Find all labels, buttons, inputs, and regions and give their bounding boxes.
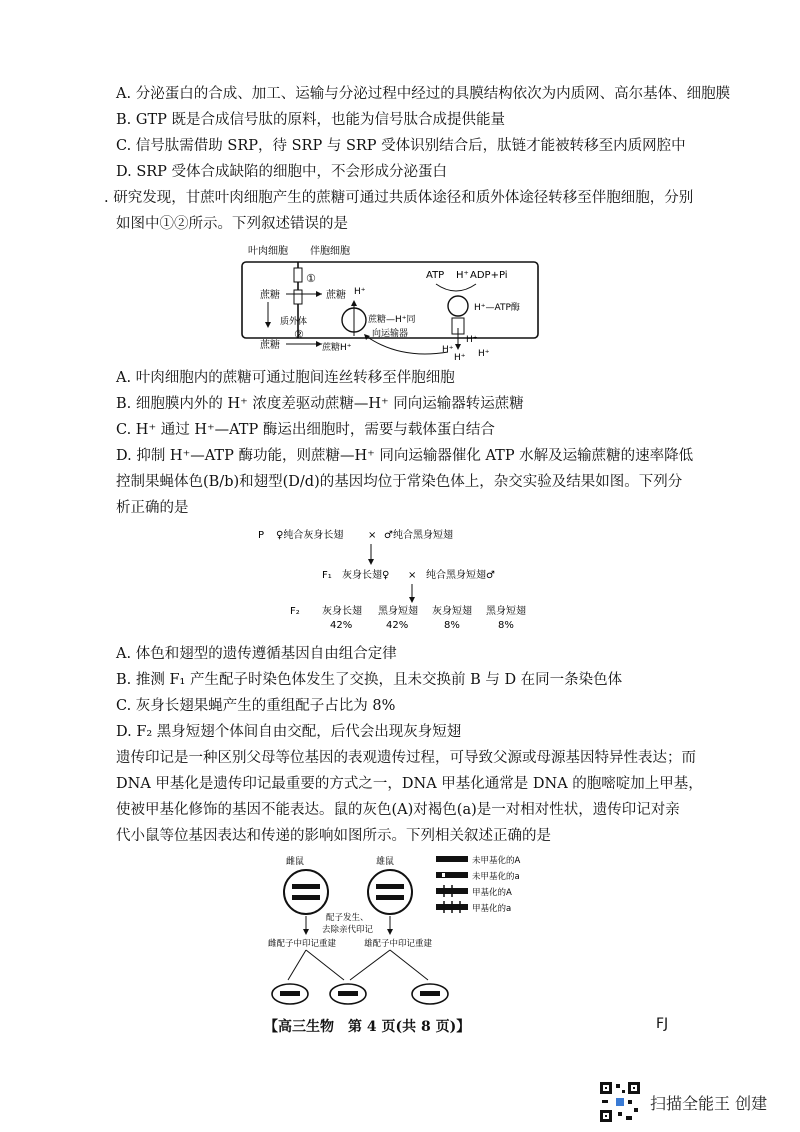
label-path1: ① [306,272,316,285]
option-c: C. 灰身长翅果蝇产生的重组配子占比为 8% [116,698,396,714]
qr-code-icon [598,1080,642,1124]
label-h: H⁺ [478,349,490,359]
option-c: C. 信号肽需借助 SRP，待 SRP 与 SRP 受体识别结合后，肽链才能被转移至内质网腔中 [116,138,686,154]
label-h: H⁺ [456,270,469,281]
question-stem: DNA 甲基化是遗传印记最重要的方式之一，DNA 甲基化通常是 DNA 的胞嘧啶加上甲基， [116,776,703,792]
label-gametogenesis: 配子发生、 [326,913,369,923]
label-female-mouse: 雌鼠 [286,857,305,867]
label-f2: F₂ [290,606,300,617]
f2-type: 黑身短翅 [378,606,418,617]
option-b: B. GTP 既是合成信号肽的原料，也能为信号肽合成提供能量 [116,112,505,128]
label-mesophyll: 叶肉细胞 [248,246,288,257]
cross-sign: × [408,570,417,581]
question-stem: 使被甲基化修饰的基因不能表达。鼠的灰色(A)对褐色(a)是一对相对性状，遗传印记对亲 [116,802,680,818]
p-female: ♀纯合灰身长翅 [276,530,344,541]
label-egg-imprint: 雌配子中印记重建 [268,939,337,949]
label-p: P [258,530,265,541]
label-atp: ATP [426,270,445,281]
label-sucrose: 蔗糖 [326,290,346,301]
fly-cross-diagram [250,522,570,634]
sucrose-transport-diagram [230,240,550,365]
label-sperm-imprint: 雄配子中印记重建 [364,939,433,949]
option-d: D. 抑制 H⁺—ATP 酶功能，则蔗糖—H⁺ 同向运输器催化 ATP 水解及运输蔗糖的速率降低 [116,448,694,464]
f2-pct: 8% [444,620,460,631]
cross-sign: × [368,530,377,541]
label-apoplast: 质外体 [280,317,308,327]
f2-type: 黑身短翅 [486,606,526,617]
legend-label: 未甲基化的a [472,872,520,882]
f1-male: 纯合黑身短翅♂ [426,570,495,581]
question-stem: 遗传印记是一种区别父母等位基因的表观遗传过程，可导致父源或母源基因特异性表达；而 [116,750,696,766]
f2-pct: 42% [330,620,353,631]
option-b: B. 细胞膜内外的 H⁺ 浓度差驱动蔗糖—H⁺ 同向运输器转运蔗糖 [116,396,524,412]
scanner-watermark [598,1080,767,1124]
label-transporter: 蔗糖—H⁺同 [368,315,416,325]
page-footer: 【高三生物 第 4 页(共 8 页)】 [264,1019,471,1035]
p-male: ♂纯合黑身短翅 [384,530,453,541]
label-pump: H⁺—ATP酶 [474,303,520,313]
legend-label: 甲基化的A [472,888,512,898]
f2-pct: 42% [386,620,409,631]
scanner-text: 扫描全能王 创建 [650,1093,768,1113]
legend-label: 甲基化的a [472,904,512,914]
label-h: H⁺ [354,287,366,297]
legend-label: 未甲基化的A [472,856,521,866]
option-b: B. 推测 F₁ 产生配子时染色体发生了交换，且未交换前 B 与 D 在同一条染色体 [116,672,623,688]
label-h: H⁺ [466,335,478,345]
label-companion: 伴胞细胞 [310,246,350,257]
option-c: C. H⁺ 通过 H⁺—ATP 酶运出细胞时，需要与载体蛋白结合 [116,422,495,438]
option-a: A. 体色和翅型的遗传遵循基因自由组合定律 [116,646,397,662]
label-f1: F₁ [322,570,332,581]
option-a: A. 分泌蛋白的合成、加工、运输与分泌过程中经过的具膜结构依次为内质网、高尔基体、细胞膜 [116,86,731,102]
f1-female: 灰身长翅♀ [342,570,390,581]
f2-type: 灰身短翅 [432,606,472,617]
label-remove-imprint: 去除亲代印记 [322,925,374,935]
label-sucrose: 蔗糖 [260,340,280,351]
question-stem: 如图中①②所示。下列叙述错误的是 [116,216,348,232]
f2-type: 灰身长翅 [322,606,362,617]
imprinting-diagram [268,852,528,1012]
label-path2: ② [294,328,304,341]
label-h: H⁺ [454,353,466,363]
question-stem: 控制果蝇体色(B/b)和翅型(D/d)的基因均位于常染色体上，杂交实验及结果如图。下列分 [116,474,683,490]
option-d: D. SRP 受体合成缺陷的细胞中，不会形成分泌蛋白 [116,164,448,180]
option-a: A. 叶肉细胞内的蔗糖可通过胞间连丝转移至伴胞细胞 [116,370,455,386]
label-adp: ADP+Pi [470,270,508,281]
f2-pct: 8% [498,620,514,631]
question-stem: . 研究发现，甘蔗叶肉细胞产生的蔗糖可通过共质体途径和质外体途径转移至伴胞细胞，分别 [104,190,694,206]
question-stem: 析正确的是 [116,500,189,516]
option-d: D. F₂ 黑身短翅个体间自由交配，后代会出现灰身短翅 [116,724,462,740]
label-sucrose: 蔗糖 [260,290,280,301]
label-h: H⁺ [442,345,454,355]
question-stem: 代小鼠等位基因表达和传递的影响如图所示。下列相关叙述正确的是 [116,828,551,844]
footer-code: FJ [656,1016,669,1032]
label-male-mouse: 雄鼠 [376,857,395,867]
label-sucrose-h: 蔗糖H⁺ [322,343,352,353]
label-transporter: 向运输器 [372,329,409,339]
